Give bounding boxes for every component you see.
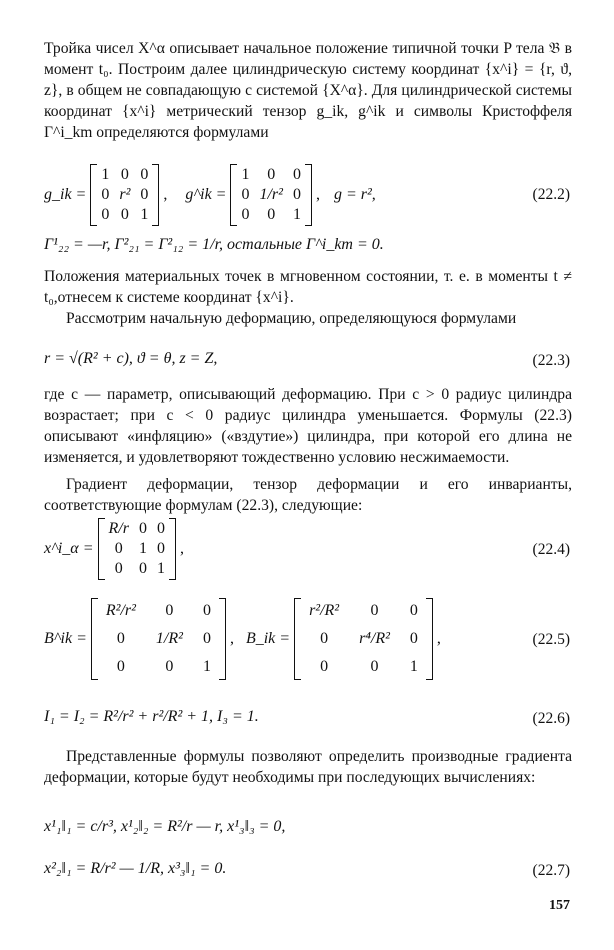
page-number: 157: [549, 898, 570, 913]
metric-matrix-lower: [90, 164, 159, 226]
gradient-matrix: [98, 518, 176, 580]
matrix-cell: 0: [120, 166, 129, 183]
eq5-label-lower: B_ik =: [245, 630, 291, 647]
matrix-cell: r⁴/R²: [359, 630, 390, 647]
matrix-cell: 0: [292, 186, 301, 203]
paragraph-positions: Положения материальных точек в мгновенном состоянии, т. е. в моменты t ≠ t₀,отнесем к системе координат {x^i}.: [44, 268, 572, 306]
equation-number-22-3: (22.3): [532, 352, 570, 369]
matrix-cell: 0: [114, 560, 123, 577]
matrix-cell: 0: [120, 206, 129, 223]
matrix-cell: 1: [156, 560, 165, 577]
matrix-cell: 1: [140, 206, 149, 223]
matrix-cells: [98, 598, 219, 680]
matrix-cell: 0: [140, 186, 149, 203]
matrix-cell: R²/r²: [105, 602, 136, 619]
metric-matrix-upper: [230, 164, 311, 226]
matrix-cell: 1: [101, 166, 110, 183]
matrix-cell: 0: [138, 520, 147, 537]
matrix-cell: 0: [409, 630, 418, 647]
matrix-cell: 0: [292, 166, 301, 183]
matrix-cell: 0: [156, 540, 165, 557]
matrix-cell: 0: [138, 560, 147, 577]
eq2-label: g_ik =: [44, 186, 87, 203]
equation-number-22-2: (22.2): [532, 186, 570, 203]
matrix-cell: 0: [114, 540, 123, 557]
matrix-cell: R/r: [108, 520, 129, 537]
eq4-label: x^i_α =: [44, 540, 94, 557]
matrix-cell: 0: [116, 658, 125, 675]
matrix-cell: 0: [241, 206, 250, 223]
matrix-cell: 0: [320, 630, 329, 647]
equation-22-3: r = √(R² + c), ϑ = θ, z = Z,: [44, 350, 218, 367]
matrix-cell: 0: [101, 186, 110, 203]
matrix-cell: 1: [202, 658, 211, 675]
matrix-cell: r²: [119, 186, 131, 203]
matrix-cell: 0: [156, 520, 165, 537]
equation-22-7b: x²₂‖₁ = R/r² — 1/R, x³₃‖₁ = 0.: [44, 860, 227, 877]
matrix-cell: 0: [267, 206, 276, 223]
matrix-cells: [105, 518, 169, 580]
paragraph-gradient: Градиент деформации, тензор деформации и его инварианты, соответствующие формулам (22.3), следующие:: [44, 476, 572, 514]
matrix-cell: r²/R²: [309, 602, 340, 619]
eq5-label: B^ik =: [44, 630, 87, 647]
matrix-cell: 0: [165, 602, 174, 619]
matrix-cell: 0: [202, 630, 211, 647]
matrix-cell: 1: [292, 206, 301, 223]
equation-number-22-5: (22.5): [532, 631, 570, 648]
equation-22-4: x^i_α = R/r 0 0 0 1 0 0 0 1 ,: [44, 518, 572, 580]
matrix-cell: 0: [140, 166, 149, 183]
deformation-matrix-lower: [294, 598, 433, 680]
matrix-cell: 0: [165, 658, 174, 675]
eq2-label-upper: g^ik =: [185, 186, 227, 203]
matrix-cell: 1: [138, 540, 147, 557]
matrix-cell: 0: [370, 602, 379, 619]
matrix-cell: 1: [241, 166, 250, 183]
matrix-cell: 0: [116, 630, 125, 647]
equation-22-5: B^ik = R²/r² 0 0 0 1/R² 0 0 0 1 , B_ik = r²/R² 0 0 0 r⁴/R² 0 0 0 1 ,: [44, 586, 572, 692]
equation-22-2: g_ik = 1 0 0 0 r² 0 0 0 1 , g^ik = 1 0 0 0 1/r² 0 0 0 1 , g = r²,: [44, 160, 572, 230]
equation-number-22-7: (22.7): [532, 862, 570, 879]
eq2-determinant: g = r²,: [333, 186, 376, 203]
equation-number-22-4: (22.4): [532, 541, 570, 558]
matrix-cell: 0: [202, 602, 211, 619]
deformation-matrix-upper: [91, 598, 226, 680]
paragraph-parameter: где c — параметр, описывающий деформацию. При c > 0 радиус цилиндра возрастает; при c < 0 радиус цилиндра уменьшается. Формулы (22.3) описывают «инфляцию» («вздутие») цилиндра, при которой его длина не изменяется, и удовлетворяют тождественно условию несжимаемости.: [44, 386, 572, 466]
equation-22-6: I₁ = I₂ = R²/r² + r²/R² + 1, I₃ = 1.: [44, 708, 259, 725]
matrix-cell: 0: [267, 166, 276, 183]
matrix-cell: 0: [370, 658, 379, 675]
paragraph-initial-deformation: Рассмотрим начальную деформацию, определяющуюся формулами: [66, 310, 517, 327]
matrix-cells: [301, 598, 426, 680]
paragraph-derivatives: Представленные формулы позволяют определить производные градиента деформации, которые будут необходимы при последующих вычислениях:: [44, 748, 572, 786]
equation-22-7a: x¹₁‖₁ = c/r³, x¹₂‖₂ = R²/r — r, x¹₃‖₃ = 0,: [44, 818, 286, 835]
paragraph-intro: Тройка чисел X^α описывает начальное положение типичной точки P тела 𝔅 в момент t₀. Построим далее цилиндрическую систему координат {x^i} = {r, ϑ, z}, в общем не совпадающую с системой {X^α}. Для цилиндрической системы координат {x^i} метрический тензор g_ik, g^ik и символы Кристоффеля Γ^i_km определяются формулами: [44, 40, 572, 141]
matrix-cell: 0: [241, 186, 250, 203]
matrix-cell: 1/r²: [259, 186, 283, 203]
matrix-cells: [97, 164, 152, 226]
equation-christoffel: Γ¹₂₂ = —r, Γ²₂₁ = Γ²₁₂ = 1/r, остальные Γ^i_km = 0.: [44, 236, 384, 253]
matrix-cell: 0: [320, 658, 329, 675]
equation-number-22-6: (22.6): [532, 710, 570, 727]
matrix-cell: 0: [101, 206, 110, 223]
matrix-cell: 0: [409, 602, 418, 619]
matrix-cell: 1: [409, 658, 418, 675]
matrix-cells: [237, 164, 304, 226]
matrix-cell: 1/R²: [155, 630, 183, 647]
